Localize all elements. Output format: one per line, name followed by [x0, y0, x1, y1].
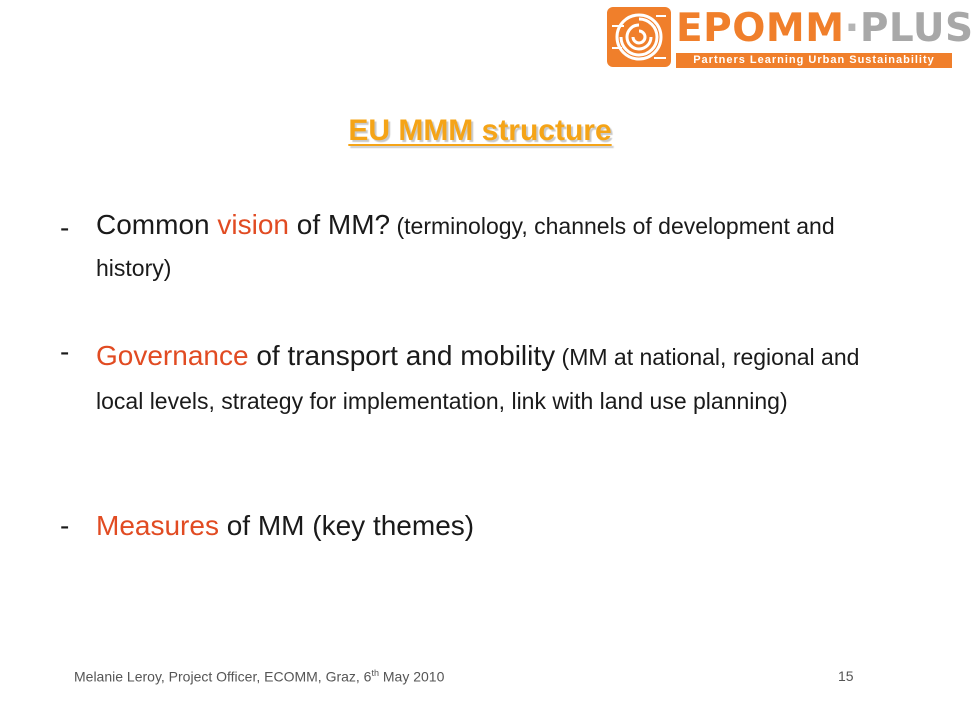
- bullet-measures: [60, 510, 860, 542]
- bullet-detail: (terminology, channels of development and history): [96, 213, 835, 281]
- bullet-dash: -: [60, 510, 70, 541]
- epomm-spiral-logo-icon: [606, 6, 672, 68]
- page-number: 15: [838, 668, 854, 684]
- footer-superscript: th: [371, 668, 379, 678]
- bullet-dash: -: [60, 212, 70, 243]
- logo-tagline: Partners Learning Urban Sustainability: [676, 53, 952, 68]
- bullet-accent: Governance: [96, 340, 249, 371]
- bullet-body: [96, 336, 860, 425]
- logo-word-epomm: EPOMM: [676, 6, 845, 51]
- bullet-post: of MM?: [288, 209, 391, 240]
- footer-credit: [74, 668, 444, 685]
- bullet-dash: -: [60, 336, 70, 367]
- logo-wordmark: [676, 6, 974, 52]
- bullet-post: of MM (key themes): [218, 510, 475, 541]
- bullet-post: of transport and mobility: [248, 340, 556, 371]
- bullet-pre: Common: [96, 209, 218, 240]
- bullet-accent: Measures: [96, 510, 219, 541]
- slide-title: EU MMM structure: [348, 114, 612, 147]
- bullet-accent: vision: [217, 209, 289, 240]
- bullet-body: [96, 206, 860, 291]
- logo-word-plus: PLUS: [859, 6, 974, 51]
- bullet-governance: [60, 336, 860, 425]
- epomm-plus-logo: [606, 6, 974, 68]
- bullet-detail: (MM at national, regional and local levels, strategy for implementation, link with land use planning): [96, 344, 860, 414]
- logo-word-separator: ·: [844, 6, 860, 51]
- footer-text-before: Melanie Leroy, Project Officer, ECOMM, Graz, 6: [74, 668, 372, 685]
- footer-text-after: May 2010: [378, 668, 445, 685]
- bullet-body: [96, 510, 860, 542]
- bullet-vision: [60, 206, 860, 291]
